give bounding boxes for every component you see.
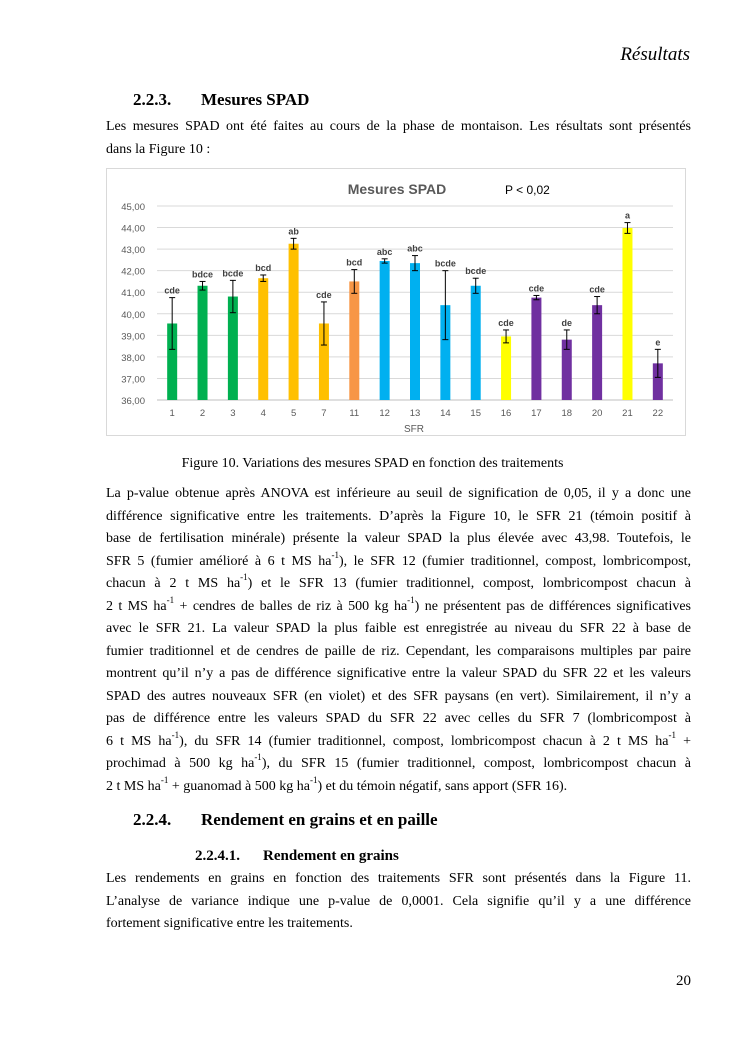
section-number: 2.2.3. (133, 90, 172, 109)
section-heading-2-2-4-1 (195, 848, 399, 865)
text-line: SPAD des autres nouveaux SFR (en violet) et des SFR paysans (en vert). Similairement, il n’y a (106, 688, 691, 704)
text-line: SFR 5 (fumier amélioré à 6 t MS $ha^{-1}$), le SFR 12 (fumier traditionnel, compost, lombricompost, (106, 549, 691, 569)
y-tick-label: 45,00 (121, 202, 145, 213)
significance-letter: abc (376, 246, 393, 257)
significance-letter: cde (528, 283, 545, 294)
section-heading-2-2-3 (133, 90, 309, 110)
bar-sfr-2 (198, 286, 208, 400)
text-line: montrent qu’il n’y a pas de différence significative entre la valeur SPAD du SFR 22 et les valeurs (106, 666, 691, 681)
significance-letter: cde (589, 284, 605, 295)
significance-letter: bcde (465, 266, 487, 277)
bar-sfr-13 (410, 263, 420, 400)
text-line: avec le SFR 21. La valeur SPAD la plus faible est enregistrée au niveau du SFR 22 à base de (106, 621, 691, 636)
x-tick-label: 3 (230, 408, 236, 419)
text-line: L’analyse de variance indique une p-value de 0,0001. Cela signifie qu’il y a une différence (106, 893, 691, 909)
y-tick-label: 37,00 (121, 374, 145, 386)
grains-paragraph (106, 868, 691, 936)
text-line: différence significative entre les traitements. D’après la Figure 10, le SFR 21 (témoin positif à (106, 508, 691, 524)
significance-letter: bcd (255, 262, 272, 273)
significance-letter: e (655, 337, 661, 348)
bar-sfr-17 (531, 298, 541, 400)
y-tick-label: 42,00 (121, 266, 145, 278)
text-line: fumier traditionnel et de cendres de paille de riz. Cependant, les comparaisons multiples par paire (106, 643, 691, 659)
bar-sfr-21 (622, 228, 632, 400)
body-paragraph (106, 483, 691, 798)
text-line: fortement significative entre les traitements. (106, 916, 353, 931)
section-number: 2.2.4. (133, 810, 172, 829)
spad-chart-svg (107, 169, 685, 435)
significance-letter: cde (164, 285, 180, 296)
y-tick-label: 36,00 (121, 396, 145, 407)
x-tick-label: 5 (290, 408, 297, 419)
y-tick-label: 40,00 (121, 309, 145, 321)
text-line: pas de différence entre les valeurs SPAD du SFR 22 avec celles du SFR 7 (lombricompost à (106, 711, 691, 726)
significance-letter: abc (407, 243, 423, 254)
x-tick-label: 21 (622, 408, 633, 419)
x-tick-label: 2 (199, 408, 206, 419)
significance-letter: bcde (222, 268, 244, 279)
section-title: Rendement en grains et en paille (201, 810, 438, 829)
bar-sfr-11 (349, 281, 359, 400)
text-line: dans la Figure 10 : (106, 141, 211, 157)
x-tick-label: 1 (169, 408, 175, 419)
section-heading-2-2-4 (133, 810, 438, 830)
intro-paragraph (106, 116, 691, 161)
text-line: 2 t MS $ha^{-1}$ + cendres de balles de riz à 500 kg $ha^{-1}$) ne présentent pas de différences significatives (106, 594, 691, 614)
x-tick-label: 12 (379, 408, 390, 419)
section-number: 2.2.4.1. (195, 848, 240, 864)
bar-sfr-5 (289, 244, 299, 400)
page-number: 20 (676, 973, 691, 989)
x-tick-label: 14 (440, 408, 451, 419)
x-tick-label: 4 (260, 408, 266, 419)
bar-sfr-15 (471, 286, 481, 400)
significance-letter: ab (288, 226, 299, 237)
text-line: 2 t MS $ha^{-1}$ + guanomad à 500 kg $ha^{-1}$) et du témoin négatif, sans apport (SFR 16). (106, 774, 568, 794)
x-tick-label: 17 (531, 408, 542, 419)
significance-letter: bcd (346, 257, 363, 268)
x-tick-label: 11 (349, 408, 360, 419)
bar-sfr-12 (380, 261, 390, 400)
chart-title: Mesures SPAD (347, 181, 447, 197)
y-tick-label: 39,00 (121, 331, 145, 343)
spad-chart (106, 168, 686, 436)
significance-letter: cde (498, 317, 514, 328)
significance-letter: bcde (434, 258, 456, 269)
text-line: base de fertilisation minérale) présente la valeur SPAD la plus élevée avec 43,98. Toutefois, le (106, 531, 691, 546)
x-tick-label: 7 (321, 408, 327, 419)
chart-p-value: P < 0,02 (505, 183, 550, 197)
x-tick-label: 13 (409, 408, 421, 419)
significance-letter: de (561, 317, 573, 328)
y-tick-label: 38,00 (121, 352, 145, 364)
text-line: prochimad à 500 kg $ha^{-1}$), du SFR 15 (fumier traditionnel, compost, lombricompost chacun à (106, 752, 691, 771)
y-tick-label: 44,00 (121, 223, 145, 235)
text-line: 6 t MS $ha^{-1}$), du SFR 14 (fumier traditionnel, compost, lombricompost chacun à 2 t MS $ha^{-1}$ + (106, 729, 691, 749)
running-head: Résultats (620, 44, 690, 65)
section-title: Rendement en grains (263, 848, 399, 864)
x-tick-label: 22 (652, 408, 664, 419)
y-tick-label: 43,00 (121, 245, 145, 257)
text-line: Les rendements en grains en fonction des traitements SFR sont présentés dans la Figure 11. (106, 871, 691, 886)
significance-letter: bdce (192, 269, 214, 280)
text-line: La p-value obtenue après ANOVA est inférieure au seuil de signification de 0,05, il y a donc une (106, 486, 691, 501)
text-line: chacun à 2 t MS $ha^{-1}$) et le SFR 13 (fumier traditionnel, compost, lombricompost chacun à (106, 572, 691, 591)
bar-sfr-20 (592, 305, 602, 400)
x-tick-label: 15 (470, 408, 481, 419)
x-tick-label: 20 (591, 408, 603, 419)
x-tick-label: 16 (500, 408, 512, 419)
section-title: Mesures SPAD (201, 90, 310, 109)
text-line: Les mesures SPAD ont été faites au cours de la phase de montaison. Les résultats sont présentés (106, 119, 691, 134)
bar-sfr-16 (501, 336, 511, 400)
y-tick-label: 41,00 (121, 288, 145, 300)
bar-sfr-4 (258, 278, 268, 400)
significance-letter: cde (316, 289, 332, 300)
x-tick-label: 18 (561, 408, 573, 419)
significance-letter: a (624, 210, 630, 221)
chart-x-axis-label: SFR (404, 424, 424, 435)
figure-caption: Figure 10. Variations des mesures SPAD en fonction des traitements (181, 456, 564, 471)
